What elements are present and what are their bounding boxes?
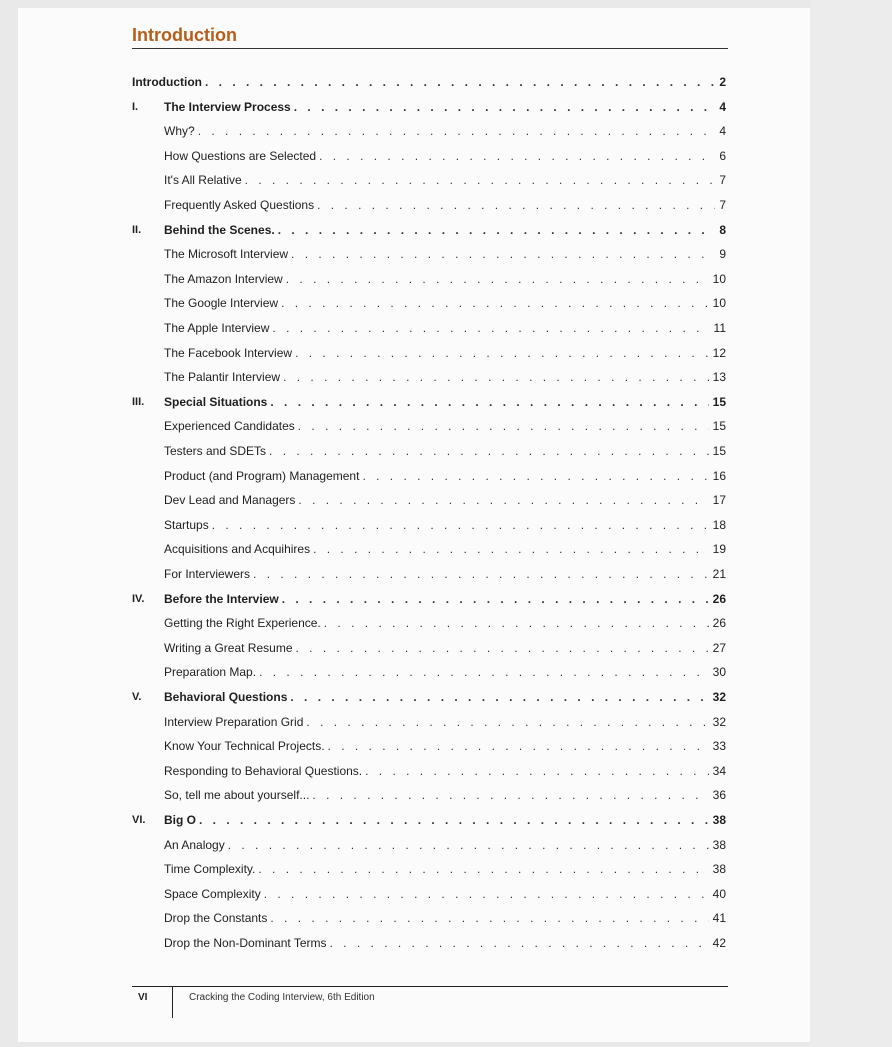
footer-page-number: VI [138,992,148,1003]
toc-chapter-number: VI. [132,814,146,826]
toc-entry-label: Responding to Behavioral Questions. [164,764,363,778]
toc-dot-leader [228,835,709,855]
toc-dot-leader [313,539,709,559]
toc-entry-label: Interview Preparation Grid [164,715,304,729]
toc-entry-label: Special Situations [164,395,268,409]
toc-dot-leader [281,293,709,313]
toc-entry-page: 21 [712,567,726,581]
toc-entry-page: 34 [712,764,726,778]
toc-dot-leader [328,736,709,756]
toc-dot-leader [319,146,715,166]
toc-entry[interactable] [132,220,726,240]
toc-dot-leader [283,367,709,387]
toc-dot-leader [212,515,709,535]
toc-entry-page: 11 [713,321,726,335]
toc-entry-page: 16 [712,469,726,483]
toc-entry[interactable] [164,466,726,486]
toc-entry-page: 15 [712,444,726,458]
toc-chapter-number: IV. [132,593,145,605]
toc-entry[interactable] [132,72,726,92]
footer-book-title: Cracking the Coding Interview, 6th Edition [189,992,375,1003]
toc-entry-label: An Analogy [164,838,225,852]
toc-entry[interactable] [164,170,726,190]
toc-entry-page: 4 [719,124,726,138]
toc-dot-leader [317,195,715,215]
toc-entry-label: Product (and Program) Management [164,469,360,483]
toc-dot-leader [312,785,708,805]
toc-entry-label: Space Complexity [164,887,261,901]
toc-entry-label: How Questions are Selected [164,149,317,163]
toc-entry[interactable] [164,318,726,338]
toc-entry[interactable] [132,810,726,830]
toc-chapter-number: II. [132,224,142,236]
toc-dot-leader [291,244,715,264]
toc-entry-page: 6 [719,149,726,163]
toc-entry-page: 38 [712,838,726,852]
toc-entry-page: 32 [712,690,726,704]
toc-entry[interactable] [164,712,726,732]
toc-entry-page: 15 [712,419,726,433]
title-rule [132,48,728,49]
toc-entry-label: The Apple Interview [164,321,270,335]
toc-dot-leader [306,712,708,732]
toc-entry-label: Behavioral Questions [164,690,288,704]
toc-entry-label: Why? [164,124,195,138]
toc-entry[interactable] [164,269,726,289]
toc-entry[interactable] [164,662,726,682]
toc-entry-page: 13 [712,370,726,384]
toc-entry-label: It's All Relative [164,173,242,187]
toc-entry[interactable] [164,884,726,904]
toc-dot-leader [272,318,709,338]
toc-dot-leader [270,392,708,412]
toc-entry-page: 8 [719,223,726,237]
toc-entry[interactable] [164,539,726,559]
toc-entry-page: 41 [712,911,726,925]
toc-entry-label: Acquisitions and Acquihires [164,542,311,556]
toc-entry-label: The Amazon Interview [164,272,283,286]
toc-entry-label: The Microsoft Interview [164,247,289,261]
toc-entry[interactable] [164,859,726,879]
toc-dot-leader [199,810,709,830]
toc-entry-label: Writing a Great Resume [164,641,293,655]
toc-entry-page: 19 [712,542,726,556]
toc-entry-page: 12 [712,346,726,360]
toc-entry-page: 32 [712,715,726,729]
toc-entry-page: 7 [719,173,726,187]
toc-entry-label: The Google Interview [164,296,279,310]
toc-entry[interactable] [164,564,726,584]
toc-dot-leader [298,490,708,510]
toc-entry[interactable] [164,908,726,928]
toc-entry[interactable] [164,515,726,535]
toc-entry-label: Drop the Constants [164,911,268,925]
toc-entry-label: Experienced Candidates [164,419,295,433]
footer-rule [132,986,728,987]
toc-dot-leader [278,220,716,240]
toc-dot-leader [205,72,715,92]
toc-entry-page: 30 [712,665,726,679]
toc-entry[interactable] [164,367,726,387]
toc-entry-page: 7 [719,198,726,212]
toc-entry[interactable] [164,121,726,141]
toc-entry-label: Preparation Map. [164,665,257,679]
toc-dot-leader [290,687,708,707]
toc-dot-leader [264,884,709,904]
toc-dot-leader [269,441,709,461]
toc-entry[interactable] [164,638,726,658]
toc-entry[interactable] [164,933,726,953]
toc-entry[interactable] [132,97,726,117]
toc-entry-page: 33 [712,739,726,753]
toc-entry-label: Time Complexity. [164,862,256,876]
toc-dot-leader [365,761,709,781]
toc-entry-page: 9 [719,247,726,261]
toc-entry-page: 26 [712,592,726,606]
toc-entry[interactable] [164,146,726,166]
toc-entry-label: The Interview Process [164,100,291,114]
toc-entry-page: 27 [712,641,726,655]
toc-chapter-number: III. [132,396,145,408]
toc-entry-label: Frequently Asked Questions [164,198,315,212]
toc-entry-label: Dev Lead and Managers [164,493,296,507]
toc-entry-label: Drop the Non-Dominant Terms [164,936,327,950]
toc-entry-page: 26 [712,616,726,630]
toc-dot-leader [324,613,709,633]
toc-entry-page: 36 [712,788,726,802]
toc-entry-page: 38 [712,813,726,827]
toc-entry[interactable] [164,490,726,510]
toc-entry-page: 4 [719,100,726,114]
toc-entry[interactable] [164,835,726,855]
toc-dot-leader [294,97,716,117]
toc-dot-leader [198,121,716,141]
toc-entry-page: 10 [712,296,726,310]
toc-entry-label: Behind the Scenes. [164,223,275,237]
toc-entry[interactable] [164,785,726,805]
toc-entry[interactable] [164,195,726,215]
page-margin-right [810,0,892,1047]
toc-entry-label: Know Your Technical Projects. [164,739,325,753]
toc-entry-page: 38 [712,862,726,876]
toc-dot-leader [258,859,708,879]
toc-entry-label: The Facebook Interview [164,346,293,360]
toc-entry-page: 17 [712,493,726,507]
toc-entry-label: Testers and SDETs [164,444,267,458]
toc-entry[interactable] [164,736,726,756]
toc-entry-label: Introduction [132,75,202,89]
toc-entry-label: Big O [164,813,196,827]
toc-dot-leader [270,908,708,928]
toc-entry[interactable] [164,343,726,363]
toc-entry[interactable] [132,589,726,609]
toc-dot-leader [245,170,716,190]
toc-entry-label: So, tell me about yourself... [164,788,310,802]
toc-entry-page: 15 [712,395,726,409]
toc-entry[interactable] [132,687,726,707]
toc-entry-label: Startups [164,518,209,532]
toc-entry[interactable] [164,293,726,313]
footer-divider [172,986,173,1018]
toc-dot-leader [295,343,709,363]
toc-dot-leader [296,638,709,658]
toc-chapter-number: V. [132,691,142,703]
toc-entry[interactable] [164,761,726,781]
toc-entry-label: For Interviewers [164,567,251,581]
toc-entry-label: The Palantir Interview [164,370,281,384]
toc-entry[interactable] [164,441,726,461]
toc-entry-page: 18 [712,518,726,532]
toc-dot-leader [253,564,709,584]
toc-dot-leader [362,466,708,486]
toc-entry[interactable] [164,613,726,633]
toc-entry[interactable] [132,392,726,412]
toc-dot-leader [259,662,709,682]
toc-dot-leader [286,269,709,289]
toc-dot-leader [298,416,709,436]
toc-chapter-number: I. [132,101,139,113]
toc-entry-label: Before the Interview [164,592,279,606]
page-title: Introduction [132,25,237,45]
toc-entry[interactable] [164,244,726,264]
toc-entry[interactable] [164,416,726,436]
toc-entry-page: 40 [712,887,726,901]
toc-entry-page: 2 [719,75,726,89]
toc-entry-page: 10 [712,272,726,286]
toc-entry-page: 42 [712,936,726,950]
toc-dot-leader [282,589,709,609]
toc-dot-leader [330,933,709,953]
toc-entry-label: Getting the Right Experience. [164,616,321,630]
